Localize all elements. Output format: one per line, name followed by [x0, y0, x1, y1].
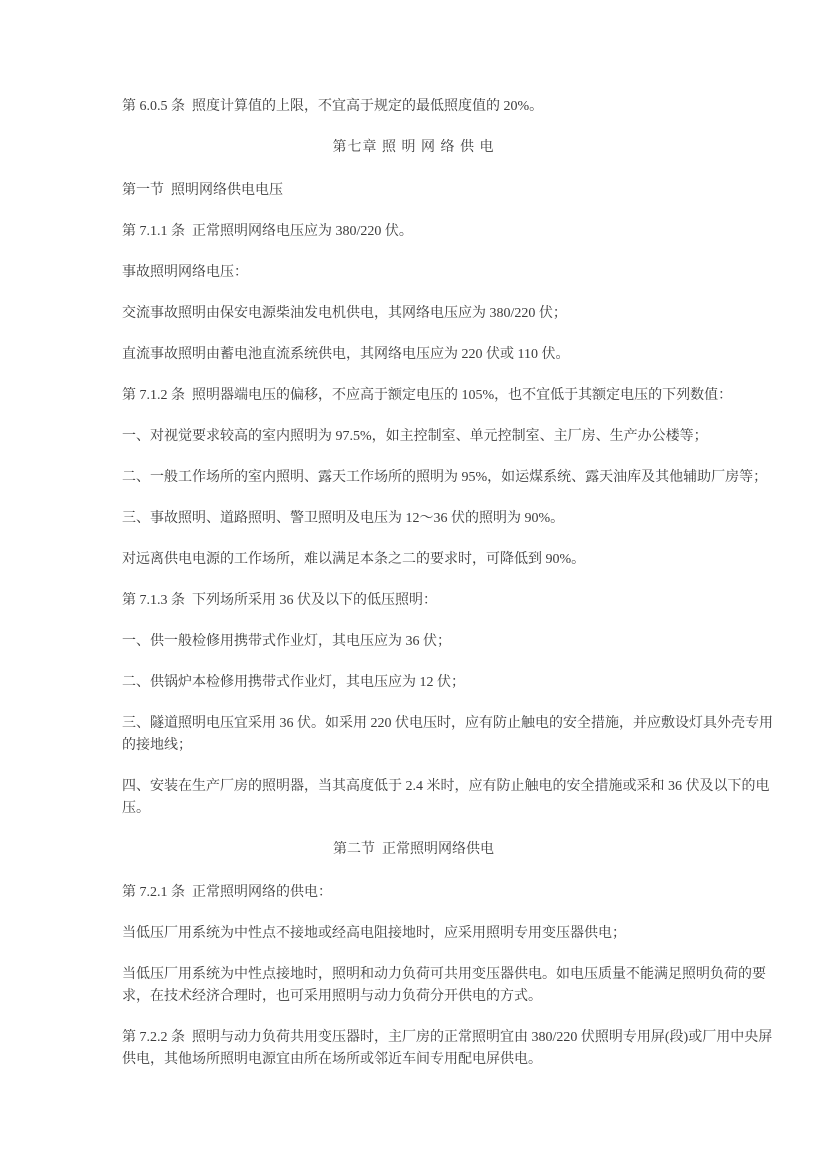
text-line: 一、对视觉要求较高的室内照明为 97.5%，如主控制室、单元控制室、主厂房、生产办公楼等；	[122, 429, 708, 444]
list-item-2	[122, 672, 705, 694]
list-item-1	[122, 631, 705, 653]
text-line: 四、安装在生产厂房的照明器，当其高度低于 2.4 米时，应有防止触电的安全措施或采和 36 伏及以下的电	[122, 779, 770, 794]
list-item-1	[122, 426, 708, 448]
clause-6-0-5	[122, 96, 705, 118]
text-line: 交流事故照明由保安电源柴油发电机供电，其网络电压应为 380/220 伏；	[122, 306, 567, 321]
text-line: 第 7.2.1 条 正常照明网络的供电：	[122, 885, 332, 900]
clause-7-2-1	[122, 882, 705, 904]
text-line: 第 7.2.2 条 照明与动力负荷共用变压器时，主厂房的正常照明宜由 380/220 伏照明专用屏(段)或厂用中央屏	[122, 1030, 773, 1045]
body-paragraph	[122, 303, 705, 325]
clause-7-1-2	[122, 385, 733, 407]
text-line: 第 7.1.1 条 正常照明网络电压应为 380/220 伏。	[122, 224, 413, 239]
list-item-2	[122, 467, 768, 489]
body-paragraph	[122, 262, 705, 284]
text-line: 对远离供电电源的工作场所，难以满足本条之二的要求时，可降低到 90%。	[122, 552, 586, 567]
list-item-3	[122, 713, 773, 757]
list-item-3	[122, 508, 705, 530]
text-line: 直流事故照明由蓄电池直流系统供电，其网络电压应为 220 伏或 110 伏。	[122, 347, 570, 362]
text-line: 二、一般工作场所的室内照明、露天工作场所的照明为 95%，如运煤系统、露天油库及其他辅助厂房等；	[122, 470, 768, 485]
text-line: 求，在技术经济合理时，也可采用照明与动力负荷分开供电的方式。	[122, 989, 542, 1004]
chapter-heading	[122, 137, 705, 159]
section-2-heading	[122, 839, 705, 861]
text-line: 三、事故照明、道路照明、警卫照明及电压为 12～36 伏的照明为 90%。	[122, 511, 565, 526]
text-line: 第一节 照明网络供电电压	[122, 183, 283, 198]
text-line: 一、供一般检修用携带式作业灯，其电压应为 36 伏；	[122, 634, 451, 649]
body-paragraph	[122, 964, 766, 1008]
text-line: 第 7.1.2 条 照明器端电压的偏移，不应高于额定电压的 105%，也不宜低于其额定电压的下列数值：	[122, 388, 733, 403]
text-line: 二、供锅炉本检修用携带式作业灯，其电压应为 12 伏；	[122, 675, 465, 690]
clause-7-1-3	[122, 590, 705, 612]
text-line: 当低压厂用系统为中性点接地时，照明和动力负荷可共用变压器供电。如电压质量不能满足照明负荷的要	[122, 967, 766, 982]
text-line: 第 6.0.5 条 照度计算值的上限，不宜高于规定的最低照度值的 20%。	[122, 99, 544, 114]
clause-7-2-2	[122, 1027, 773, 1071]
text-line: 第二节 正常照明网络供电	[333, 842, 494, 857]
text-line: 供电，其他场所照明电源宜由所在场所或邻近车间专用配电屏供电。	[122, 1052, 542, 1067]
body-paragraph	[122, 549, 705, 571]
body-paragraph	[122, 923, 705, 945]
list-item-4	[122, 776, 770, 820]
text-line: 第 7.1.3 条 下列场所采用 36 伏及以下的低压照明：	[122, 593, 437, 608]
body-paragraph	[122, 344, 705, 366]
text-line: 事故照明网络电压：	[122, 265, 248, 280]
clause-7-1-1	[122, 221, 705, 243]
text-line: 当低压厂用系统为中性点不接地或经高电阻接地时，应采用照明专用变压器供电；	[122, 926, 626, 941]
text-line: 的接地线；	[122, 738, 192, 753]
section-1-heading	[122, 180, 705, 202]
text-line: 压。	[122, 801, 150, 816]
text-line: 三、隧道照明电压宜采用 36 伏。如采用 220 伏电压时，应有防止触电的安全措施，并应敷设灯具外壳专用	[122, 716, 773, 731]
text-line: 第七章 照 明 网 络 供 电	[332, 140, 495, 155]
